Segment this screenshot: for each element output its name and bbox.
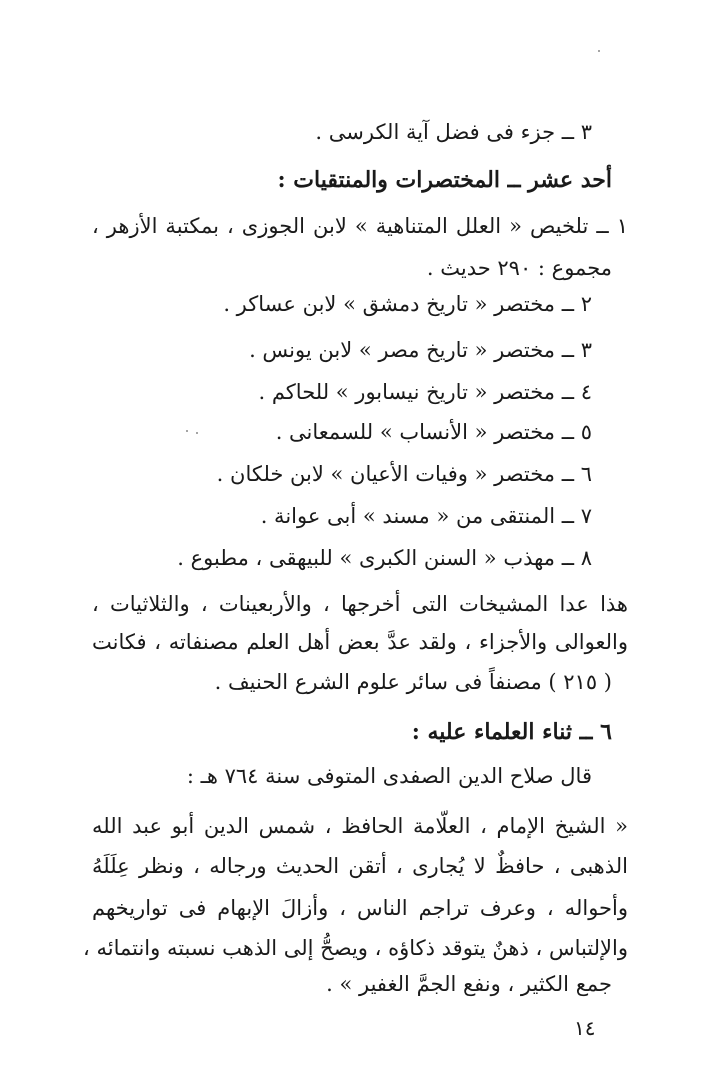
quote-line: « الشيخ الإمام ، العلّامة الحافظ ، شمس الدين أبو عبد الله [92, 814, 628, 838]
list-item-naysabur: ٤ ــ مختصر « تاريخ نيسابور » للحاكم . [258, 380, 592, 404]
section-heading-abridgements: أحد عشر ــ المختصرات والمنتقيات : [277, 167, 612, 193]
list-item-talkhis-line1: ١ ــ تلخيص « العلل المتناهية » لابن الجوزى ، بمكتبة الأزهر ، [92, 214, 628, 238]
list-item-dimashq: ٢ ــ مختصر « تاريخ دمشق » لابن عساكر . [223, 292, 592, 316]
list-item-ansab: ٥ ــ مختصر « الأنساب » للسمعانى . [275, 420, 592, 444]
list-item-misr: ٣ ــ مختصر « تاريخ مصر » لابن يونس . [249, 338, 592, 362]
quote-line: الذهبى ، حافظٌ لا يُجارى ، أتقن الحديث ورجاله ، ونظر عِلَلَهُ [92, 854, 628, 878]
list-item-ayat-kursi: ٣ ــ جزء فى فضل آية الكرسى . [315, 120, 592, 144]
list-item-wafayat: ٦ ــ مختصر « وفيات الأعيان » لابن خلكان . [216, 462, 592, 486]
quote-line: والإلتباس ، ذهنٌ يتوقد ذكاؤه ، ويصحُّ إلى الذهب نسبته وانتمائه ، [83, 936, 628, 960]
list-item-talkhis-line2: مجموع : ٢٩٠ حديث . [426, 256, 612, 280]
paragraph-line: هذا عدا المشيخات التى أخرجها ، والأربعينات ، والثلاثيات ، [92, 592, 628, 616]
scan-speck [196, 432, 198, 434]
paragraph-line: ( ٢١٥ ) مصنفاً فى سائر علوم الشرع الحنيف . [214, 670, 612, 694]
paragraph-line: قال صلاح الدين الصفدى المتوفى سنة ٧٦٤ هـ : [186, 764, 592, 788]
paragraph-line: والعوالى والأجزاء ، ولقد عدَّ بعض أهل العلم مصنفاته ، فكانت [92, 630, 628, 654]
list-item-sunan: ٨ ــ مهذب « السنن الكبرى » للبيهقى ، مطبوع . [177, 546, 592, 570]
scan-speck [186, 430, 188, 432]
section-heading-praise: ٦ ــ ثناء العلماء عليه : [411, 719, 612, 745]
quote-line: وأحواله ، وعرف تراجم الناس ، وأزالَ الإبهام فى تواريخهم [92, 896, 628, 920]
list-item-muntaqa: ٧ ــ المنتقى من « مسند » أبى عوانة . [260, 504, 592, 528]
quote-line: جمع الكثير ، ونفع الجمَّ الغفير » . [326, 972, 612, 996]
scan-speck [598, 50, 600, 52]
page-number: ١٤ [574, 1016, 596, 1040]
